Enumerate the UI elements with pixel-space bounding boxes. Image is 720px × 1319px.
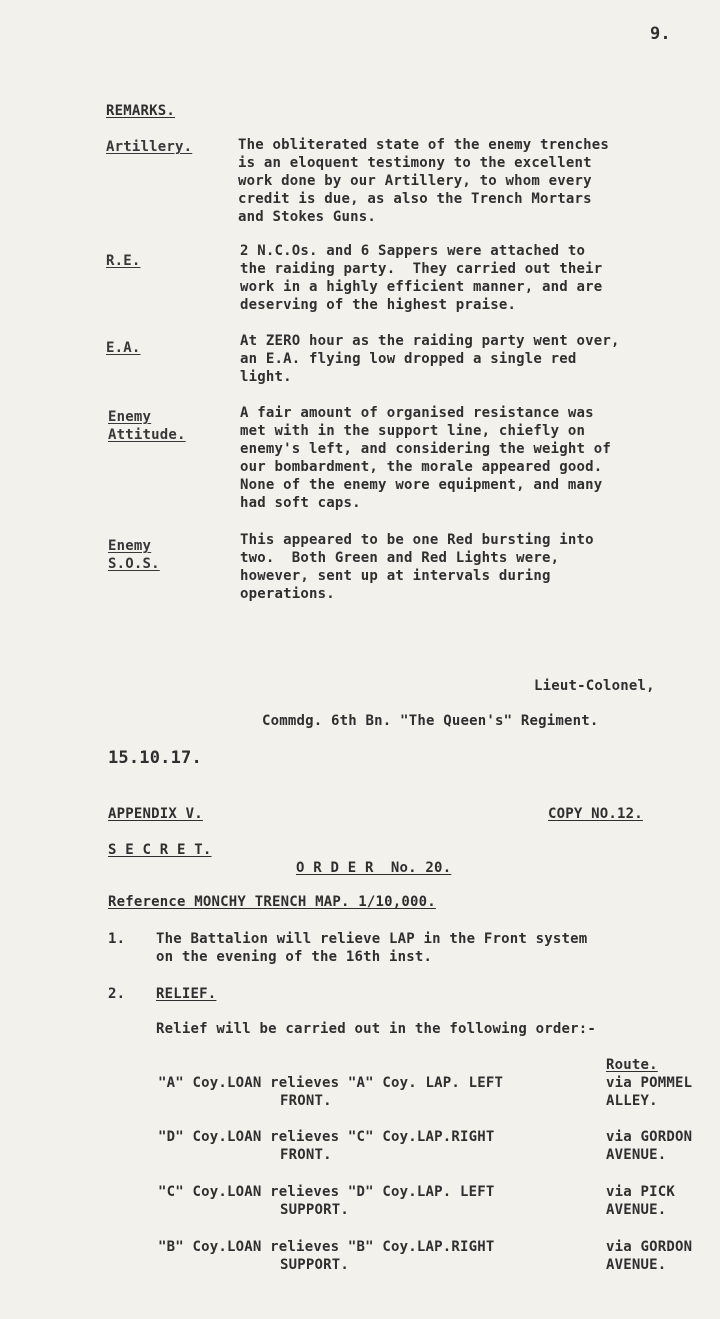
relief-line: "C" Coy.LOAN relieves "D" Coy.LAP. LEFT <box>158 1184 495 1200</box>
relief-route: AVENUE. <box>606 1202 667 1218</box>
remark-text-line: is an eloquent testimony to the excellent <box>238 155 592 171</box>
date: 15.10.17. <box>108 748 202 768</box>
remark-text-line: operations. <box>240 586 335 602</box>
remark-text-line: two. Both Green and Red Lights were, <box>240 550 560 566</box>
remark-label: R.E. <box>106 253 141 269</box>
remark-text-line: had soft caps. <box>240 495 361 511</box>
relief-sector: SUPPORT. <box>280 1257 350 1273</box>
relief-line: "D" Coy.LOAN relieves "C" Coy.LAP.RIGHT <box>158 1129 495 1145</box>
relief-line: "B" Coy.LOAN relieves "B" Coy.LAP.RIGHT <box>158 1239 495 1255</box>
relief-route: ALLEY. <box>606 1093 658 1109</box>
map-reference: Reference MONCHY TRENCH MAP. 1/10,000. <box>108 894 436 910</box>
remark-text-line: deserving of the highest praise. <box>240 297 517 313</box>
remark-label: S.O.S. <box>108 556 160 572</box>
remarks-heading: REMARKS. <box>106 103 176 119</box>
relief-route: via POMMEL <box>606 1075 693 1091</box>
remark-text-line: our bombardment, the morale appeared good. <box>240 459 603 475</box>
remark-text-line: the raiding party. They carried out their <box>240 261 603 277</box>
remark-text-line: however, sent up at intervals during <box>240 568 551 584</box>
remark-text-line: and Stokes Guns. <box>238 209 377 225</box>
remark-text-line: work in a highly efficient manner, and are <box>240 279 603 295</box>
order-title: O R D E R No. 20. <box>296 860 452 876</box>
secret-heading: S E C R E T. <box>108 842 212 858</box>
remark-text-line: enemy's left, and considering the weight of <box>240 441 612 457</box>
relief-route: AVENUE. <box>606 1257 667 1273</box>
remark-text-line: The obliterated state of the enemy trenches <box>238 137 610 153</box>
page-number: 9. <box>650 24 671 44</box>
remark-text-line: None of the enemy wore equipment, and many <box>240 477 603 493</box>
paragraph-number: 1. <box>108 931 126 947</box>
route-header: Route. <box>606 1057 658 1073</box>
remark-label: Enemy <box>108 409 152 425</box>
remark-text-line: 2 N.C.Os. and 6 Sappers were attached to <box>240 243 586 259</box>
remark-text-line: credit is due, as also the Trench Mortars <box>238 191 592 207</box>
appendix-heading: APPENDIX V. <box>108 806 203 822</box>
remark-text-line: work done by our Artillery, to whom every <box>238 173 592 189</box>
remark-label: Attitude. <box>108 427 186 443</box>
signature-rank: Lieut-Colonel, <box>534 678 655 694</box>
remark-text-line: met with in the support line, chiefly on <box>240 423 586 439</box>
signature-command: Commdg. 6th Bn. "The Queen's" Regiment. <box>262 713 599 729</box>
paragraph-number: 2. <box>108 986 126 1002</box>
copy-number: COPY NO.12. <box>548 806 643 822</box>
relief-sector: SUPPORT. <box>280 1202 350 1218</box>
relief-route: via PICK <box>606 1184 676 1200</box>
remark-text-line: A fair amount of organised resistance was <box>240 405 594 421</box>
remark-text-line: At ZERO hour as the raiding party went over, <box>240 333 620 349</box>
paragraph-text-line: on the evening of the 16th inst. <box>156 949 433 965</box>
paragraph-intro: Relief will be carried out in the following order:- <box>156 1021 597 1037</box>
relief-route: AVENUE. <box>606 1147 667 1163</box>
remark-label: E.A. <box>106 340 141 356</box>
remark-text-line: light. <box>240 369 292 385</box>
remark-label: Enemy <box>108 538 152 554</box>
relief-sector: FRONT. <box>280 1147 332 1163</box>
relief-route: via GORDON <box>606 1239 693 1255</box>
paragraph-text-line: The Battalion will relieve LAP in the Front system <box>156 931 588 947</box>
paragraph-heading: RELIEF. <box>156 986 217 1002</box>
remark-text-line: an E.A. flying low dropped a single red <box>240 351 577 367</box>
relief-sector: FRONT. <box>280 1093 332 1109</box>
relief-line: "A" Coy.LOAN relieves "A" Coy. LAP. LEFT <box>158 1075 504 1091</box>
relief-route: via GORDON <box>606 1129 693 1145</box>
remark-text-line: This appeared to be one Red bursting into <box>240 532 594 548</box>
remark-label: Artillery. <box>106 139 193 155</box>
